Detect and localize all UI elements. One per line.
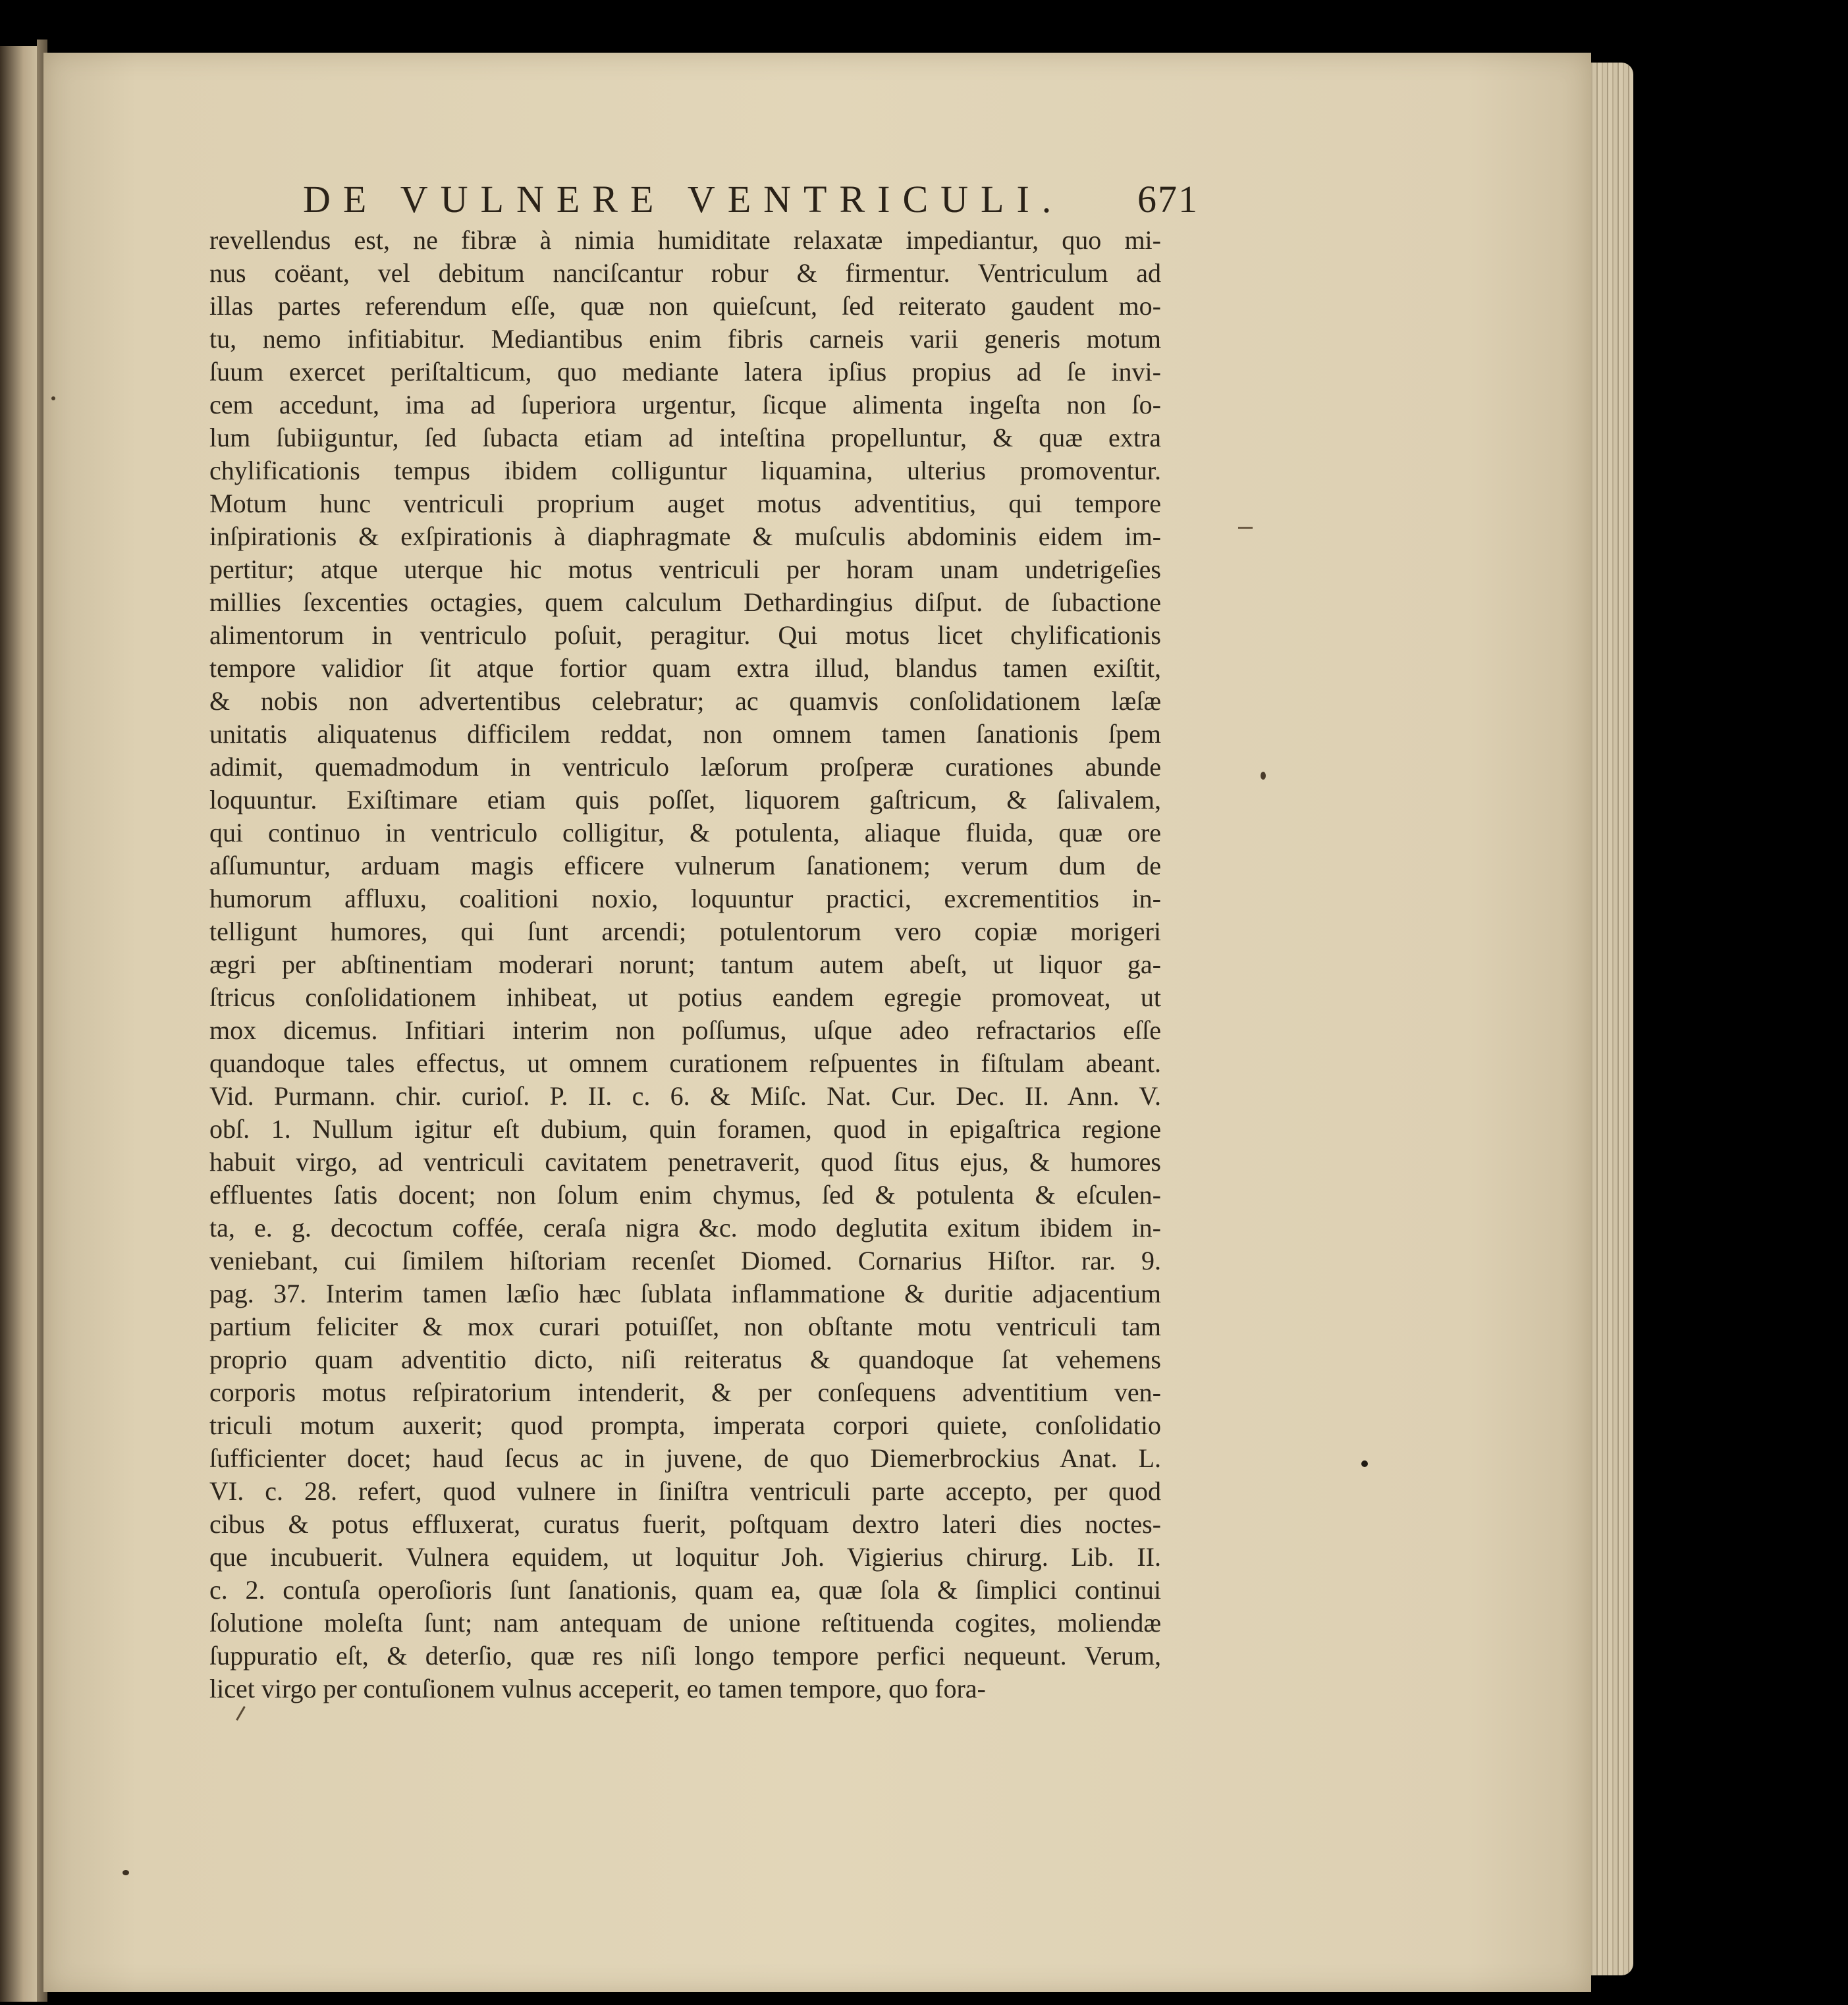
text-line: tempore validior ſit atque fortior quam extra illud, blandus tamen exiſtit,	[209, 653, 1161, 683]
text-line: obſ. 1. Nullum igitur eſt dubium, quin foramen, quod in epigaſtrica regione	[209, 1114, 1161, 1144]
text-line: effluentes ſatis docent; non ſolum enim chymus, ſed & potulenta & eſculen-	[209, 1180, 1161, 1210]
text-line: millies ſexcenties octagies, quem calculum Dethardingius diſput. de ſubactione	[209, 587, 1161, 617]
text-line: mox dicemus. Infitiari interim non poſſumus, uſque adeo refractarios eſſe	[209, 1015, 1161, 1045]
text-line: revellendus est, ne fibræ à nimia humiditate relaxatæ impediantur, quo mi-	[209, 225, 1161, 255]
ink-speck	[122, 1870, 129, 1875]
text-line: pag. 37. Interim tamen læſio hæc ſublata inflammatione & duritie adjacentium	[209, 1279, 1161, 1308]
text-line: aſſumuntur, arduam magis efficere vulnerum ſanationem; verum dum de	[209, 851, 1161, 880]
text-line: Motum hunc ventriculi proprium auget motus adventitius, qui tempore	[209, 489, 1161, 518]
text-line: telligunt humores, qui ſunt arcendi; potulentorum vero copiæ morigeri	[209, 917, 1161, 946]
text-line: ſtricus conſolidationem inhibeat, ut potius eandem egregie promoveat, ut	[209, 982, 1161, 1012]
text-line: que incubuerit. Vulnera equidem, ut loquitur Joh. Vigierius chirurg. Lib. II.	[209, 1542, 1161, 1572]
text-line: licet virgo per contuſionem vulnus acceperit, eo tamen tempore, quo fora-	[209, 1674, 986, 1703]
text-line: veniebant, cui ſimilem hiſtoriam recenſet Diomed. Cornarius Hiſtor. rar. 9.	[209, 1246, 1161, 1275]
text-line: illas partes referendum eſſe, quæ non quieſcunt, ſed reiterato gaudent mo-	[209, 291, 1161, 321]
text-line: qui continuo in ventriculo colligitur, & potulenta, aliaque fluida, quæ ore	[209, 818, 1161, 847]
text-line: quandoque tales effectus, ut omnem curationem reſpuentes in fiſtulam abeant.	[209, 1048, 1161, 1078]
facing-page-margin	[0, 46, 40, 2002]
text-line: proprio quam adventitio dicto, niſi reiteratus & quandoque ſat vehemens	[209, 1345, 1161, 1374]
page-number: 671	[1137, 178, 1199, 221]
text-line: & nobis non advertentibus celebratur; ac quamvis conſolidationem læſæ	[209, 686, 1161, 716]
text-line: cibus & potus effluxerat, curatus fuerit, poſtquam dextro lateri dies noctes-	[209, 1509, 1161, 1539]
text-line: ta, e. g. decoctum coffée, ceraſa nigra &c. modo deglutita exitum ibidem in-	[209, 1213, 1161, 1243]
text-line: ſuppuratio eſt, & deterſio, quæ res niſi longo tempore perfici nequeunt. Verum,	[209, 1641, 1161, 1671]
body-text	[209, 224, 1161, 1703]
text-line: unitatis aliquatenus difficilem reddat, non omnem tamen ſanationis ſpem	[209, 719, 1161, 749]
text-line: pertitur; atque uterque hic motus ventriculi per horam unam undetrigeſies	[209, 554, 1161, 584]
text-line: Vid. Purmann. chir. curioſ. P. II. c. 6. & Miſc. Nat. Cur. Dec. II. Ann. V.	[209, 1081, 1161, 1111]
running-head	[303, 176, 1199, 223]
text-line: adimit, quemadmodum in ventriculo læſorum proſperæ curationes abunde	[209, 752, 1161, 782]
text-line: lum ſubiiguntur, ſed ſubacta etiam ad inteſtina propelluntur, & quæ extra	[209, 423, 1161, 452]
text-line: humorum affluxu, coalitioni noxio, loquuntur practici, excrementitios in-	[209, 884, 1161, 913]
ink-speck	[1238, 527, 1253, 529]
text-line: alimentorum in ventriculo poſuit, peragitur. Qui motus licet chylificationis	[209, 620, 1161, 650]
text-line: ſolutione moleſta ſunt; nam antequam de unione reſtituenda cogites, moliendæ	[209, 1608, 1161, 1638]
ink-speck	[1361, 1460, 1368, 1467]
text-line: loquuntur. Exiſtimare etiam quis poſſet, liquorem gaſtricum, & ſalivalem,	[209, 785, 1161, 815]
text-line: inſpirationis & exſpirationis à diaphragmate & muſculis abdominis eidem im-	[209, 521, 1161, 551]
text-line: corporis motus reſpiratorium intenderit, & per conſequens adventitium ven-	[209, 1377, 1161, 1407]
text-line: ſuum exercet periſtalticum, quo mediante latera ipſius propius ad ſe invi-	[209, 357, 1161, 387]
text-line: chylificationis tempus ibidem colliguntur liquamina, ulterius promoventur.	[209, 456, 1161, 485]
text-line: ægri per abſtinentiam moderari norunt; tantum autem abeſt, ut liquor ga-	[209, 949, 1161, 979]
text-line: triculi motum auxerit; quod prompta, imperata corpori quiete, conſolidatio	[209, 1410, 1161, 1440]
text-line: habuit virgo, ad ventriculi cavitatem penetraverit, quod ſitus ejus, & humores	[209, 1147, 1161, 1177]
text-line: ſufficienter docet; haud ſecus ac in juvene, de quo Diemerbrockius Anat. L.	[209, 1443, 1161, 1473]
text-line: nus coëant, vel debitum nanciſcantur robur & firmentur. Ventriculum ad	[209, 258, 1161, 288]
ink-speck	[51, 396, 55, 400]
text-line: tu, nemo infitiabitur. Mediantibus enim fibris carneis varii generis motum	[209, 324, 1161, 354]
ink-speck	[1261, 772, 1266, 780]
text-line: VI. c. 28. refert, quod vulnere in ſiniſtra ventriculi parte accepto, per quod	[209, 1476, 1161, 1506]
text-line: cem accedunt, ima ad ſuperiora urgentur, ſicque alimenta ingeſta non ſo-	[209, 390, 1161, 419]
text-line: partium feliciter & mox curari potuiſſet, non obſtante motu ventriculi tam	[209, 1312, 1161, 1341]
text-line: c. 2. contuſa operoſioris ſunt ſanationis, quam ea, quæ ſola & ſimplici continui	[209, 1575, 1161, 1605]
running-title: DE VULNERE VENTRICULI.	[303, 178, 1064, 221]
